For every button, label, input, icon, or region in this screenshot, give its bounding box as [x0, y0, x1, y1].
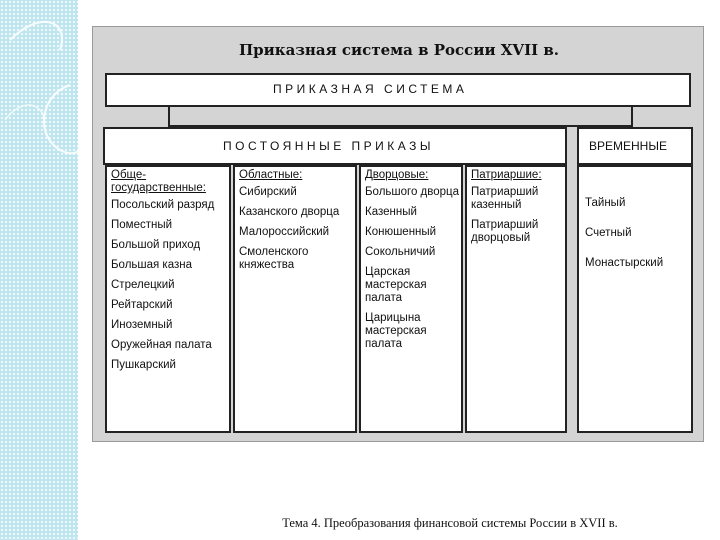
list-item: Посольский разряд	[111, 199, 215, 211]
list-item: Большой приход	[111, 239, 201, 251]
temporary-orders-node	[577, 127, 693, 165]
column-header: Областные:	[239, 169, 303, 181]
connector-line	[631, 107, 633, 127]
list-item: Большая казна	[111, 259, 193, 271]
list-item: Сибирский	[239, 186, 297, 198]
list-item: Казанского дворца	[239, 206, 340, 218]
column-header: Обще-государственные:	[111, 169, 206, 194]
root-node	[105, 73, 691, 107]
root-node-label: ПРИКАЗНАЯ СИСТЕМА	[273, 82, 468, 96]
list-item: Смоленского княжества	[239, 246, 309, 271]
diagram-title: Приказная система в России XVII в.	[239, 41, 559, 59]
list-item: Иноземный	[111, 319, 173, 331]
permanent-orders-node	[103, 127, 567, 165]
permanent-orders-label: ПОСТОЯННЫЕ ПРИКАЗЫ	[223, 139, 435, 153]
list-item: Царская мастерская палата	[365, 266, 427, 304]
list-item: Конюшенный	[365, 226, 437, 238]
swirl-ornament-icon	[0, 0, 100, 200]
column-temporary	[577, 165, 693, 433]
column-patriarchal	[465, 165, 567, 433]
connector-line	[168, 107, 170, 127]
list-item: Большого дворца	[365, 186, 460, 198]
list-item: Патриарший дворцовый	[471, 219, 539, 244]
temporary-orders-label: ВРЕМЕННЫЕ	[589, 139, 667, 153]
column-header: Дворцовые:	[365, 169, 429, 181]
column-header: Патриаршие:	[471, 169, 542, 181]
list-item: Малороссийский	[239, 226, 330, 238]
list-item: Казенный	[365, 206, 417, 218]
column-general	[105, 165, 231, 433]
diagram-figure	[92, 26, 704, 442]
list-item: Пушкарский	[111, 359, 176, 371]
column-regional	[233, 165, 357, 433]
list-item: Поместный	[111, 219, 173, 231]
list-item: Стрелецкий	[111, 279, 175, 291]
list-item: Сокольничий	[365, 246, 436, 258]
list-item: Монастырский	[585, 257, 664, 269]
list-item: Рейтарский	[111, 299, 173, 311]
column-palace	[359, 165, 463, 433]
list-item: Царицына мастерская палата	[365, 312, 427, 350]
list-item: Патриарший казенный	[471, 186, 539, 211]
list-item: Оружейная палата	[111, 339, 212, 351]
slide-caption: Тема 4. Преобразования финансовой системы России в XVII в.	[282, 516, 618, 530]
list-item: Тайный	[585, 197, 626, 209]
list-item: Счетный	[585, 227, 632, 239]
